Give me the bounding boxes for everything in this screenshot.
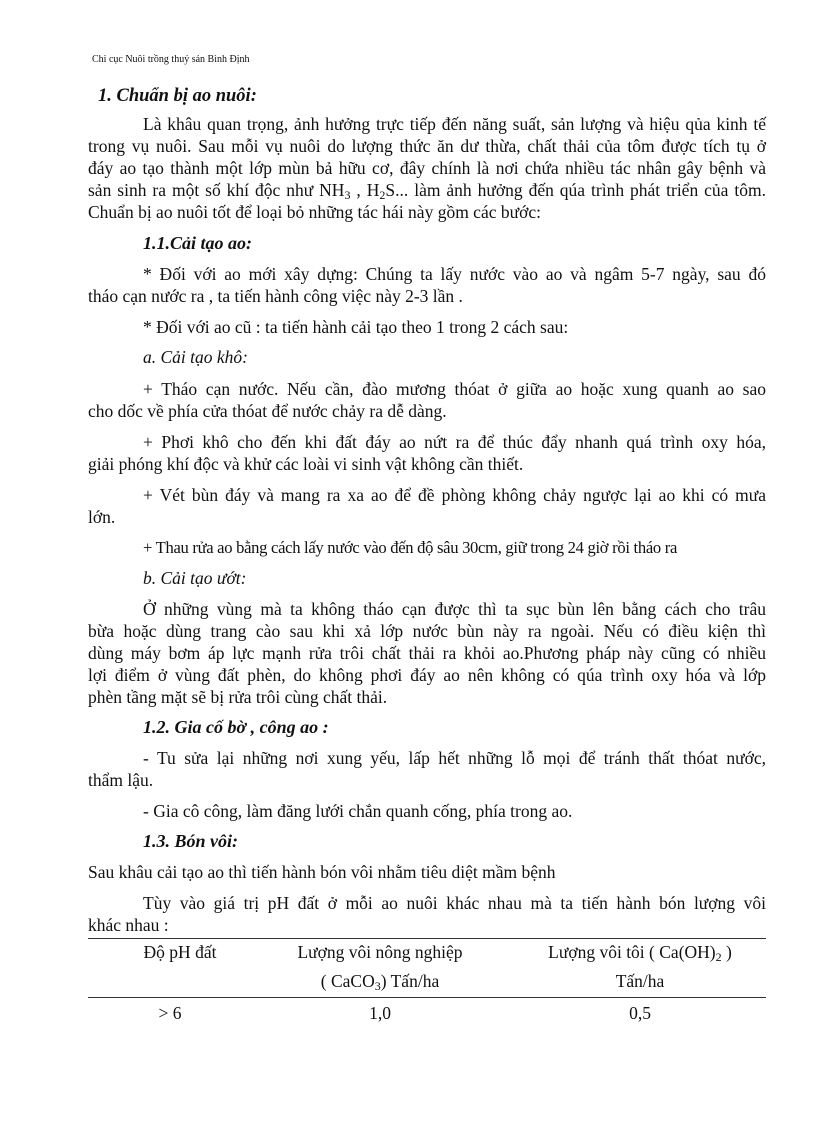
paragraph-line: + Thau rửa ao bằng cách lấy nước vào đến độ sâu 30cm, giữ trong 24 giờ rồi tháo ra (143, 538, 678, 557)
paragraph-line: đáy ao tạo thành một lớp mùn bả hữu cơ, đây chính là nơi chứa nhiều tác nhân gây bệnh và (88, 158, 766, 178)
paragraph-line: * Đối với ao cũ : ta tiến hành cải tạo theo 1 trong 2 cách sau: (143, 317, 569, 337)
paragraph-line-formula: sản sinh ra một số khí độc như $NH_3$ , $H_2S$... làm ảnh hưởng đến qúa trình phát triển của tôm. (88, 180, 767, 202)
section-1-2-title: 1.2. Gia cố bờ , công ao : (143, 717, 329, 737)
paragraph-line: Ở những vùng mà ta không tháo cạn được thì ta sục bùn lên bằng cách cho trâu (143, 599, 766, 619)
paragraph-line: - Tu sửa lại những nơi xung yếu, lấp hết những lỗ mọi để tránh thất thóat nước, (143, 748, 766, 768)
section-1-3-title: 1.3. Bón vôi: (143, 831, 239, 851)
paragraph-line: khác nhau : (88, 915, 169, 935)
paragraph-line: lợi điểm ở vùng đất phèn, do không phơi đáy ao nên không có qúa trình oxy hóa và lớp (88, 665, 766, 685)
table-header-rule (88, 997, 766, 998)
paragraph-line: thẩm lậu. (88, 770, 154, 790)
subsection-wet-title: b. Cải tạo ướt: (143, 568, 247, 588)
paragraph-line: Là khâu quan trọng, ảnh hưởng trực tiếp đến năng suất, sản lượng và hiệu qủa kinh tế (143, 114, 766, 134)
paragraph-line: Tùy vào giá trị pH đất ở mỗi ao nuôi khác nhau mà ta tiến hành bón lượng vôi (143, 893, 766, 913)
subsection-dry-title: a. Cải tạo khô: (143, 347, 248, 367)
paragraph-line: + Tháo cạn nước. Nếu cần, đào mương thóat ở giữa ao hoặc xung quanh ao sao (143, 379, 766, 399)
table-top-rule (88, 938, 766, 939)
table-header-caoh2-unit: Tấn/ha (615, 971, 665, 991)
paragraph-line: giải phóng khí độc và khử các loài vi sinh vật không cần thiết. (88, 454, 524, 474)
table-cell-ph: > 6 (158, 1003, 182, 1023)
section-1-1-title: 1.1.Cải tạo ao: (143, 233, 253, 253)
page-header: Chi cục Nuôi trồng thuỷ sản Bình Định (92, 54, 250, 65)
paragraph-line: phèn tầng mặt sẽ bị rửa trôi cùng chất thải. (88, 687, 388, 707)
paragraph-line: dùng máy bơm áp lực mạnh rửa trôi chất thải ra khỏi ao.Phương pháp này cũng có nhiều (88, 643, 766, 663)
paragraph-line: - Gia cô công, làm đăng lưới chắn quanh cống, phía trong ao. (143, 801, 573, 821)
paragraph-line: + Vét bùn đáy và mang ra xa ao để đề phòng không chảy ngược lại ao khi có mưa (143, 485, 766, 505)
table-header-caco3-unit: ( CaCO$_3$) Tấn/ha (320, 971, 440, 993)
paragraph-line: bừa hoặc dùng trang cào sau khi xả lớp nước bùn này ra ngoài. Nếu có điều kiện thì (88, 621, 766, 641)
section-1-title: 1. Chuẩn bị ao nuôi: (98, 86, 257, 106)
table-cell-caoh2: 0,5 (629, 1003, 651, 1023)
table-header-caco3: Lượng vôi nông nghiệp (297, 942, 463, 962)
paragraph-line: cho dốc về phía cửa thóat để nước chảy ra dễ dàng. (88, 401, 447, 421)
table-header-caoh2: Lượng vôi tôi ( $Ca(OH)_2$ ) (548, 942, 732, 964)
table-cell-caco3: 1,0 (369, 1003, 391, 1023)
paragraph-line: lớn. (88, 507, 116, 527)
paragraph-line: trong vụ nuôi. Sau mỗi vụ nuôi do lượng thức ăn dư thừa, chất thải của tôm được tích tụ ở (88, 136, 766, 156)
paragraph-line: Sau khâu cải tạo ao thì tiến hành bón vôi nhằm tiêu diệt mầm bệnh (88, 862, 556, 882)
paragraph-line: * Đối với ao mới xây dựng: Chúng ta lấy nước vào ao và ngâm 5-7 ngày, sau đó (143, 264, 766, 284)
paragraph-line: tháo cạn nước ra , ta tiến hành công việc này 2-3 lần . (88, 286, 463, 306)
table-header-ph: Độ pH đất (143, 942, 217, 962)
paragraph-line: + Phơi khô cho đến khi đất đáy ao nứt ra để thúc đẩy nhanh quá trình oxy hóa, (143, 432, 766, 452)
paragraph-line: Chuẩn bị ao nuôi tốt để loại bỏ những tác hái này gồm các bước: (88, 202, 541, 222)
